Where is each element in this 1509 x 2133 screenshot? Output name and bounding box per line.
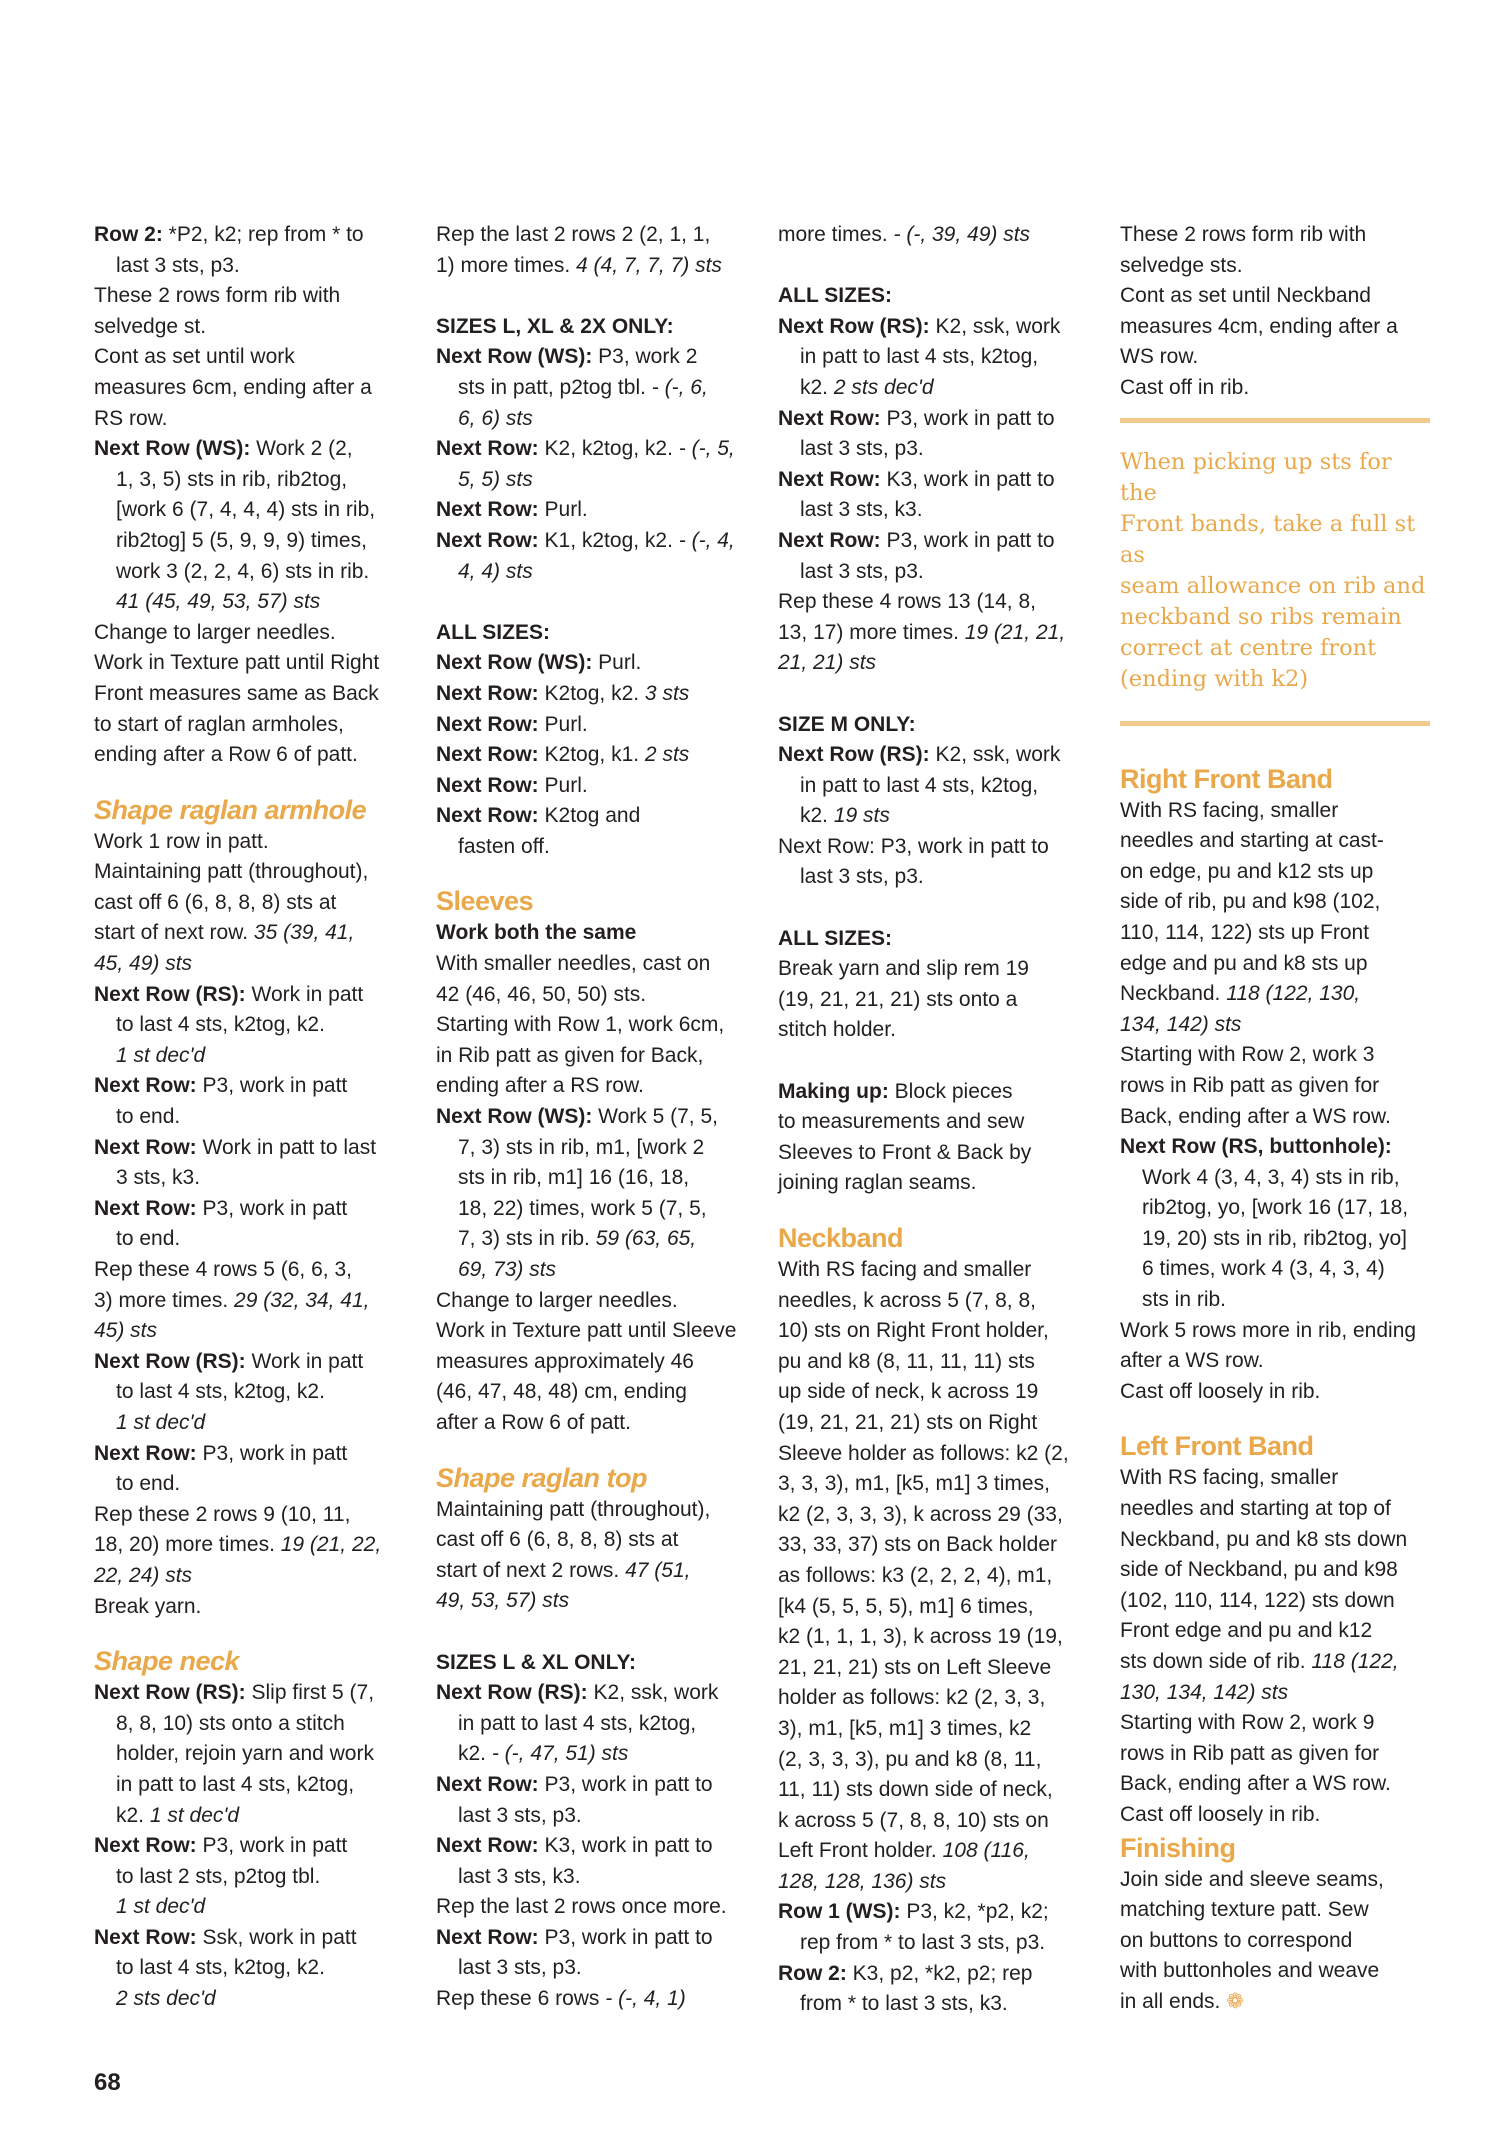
- page-number: 68: [94, 2069, 121, 2096]
- text-line: Next Row (WS): P3, work 2: [436, 345, 698, 369]
- text-line: Next Row: K2tog and: [436, 804, 641, 828]
- section-heading-shape-raglan-top: Shape raglan top: [436, 1462, 648, 1493]
- text-line: Row 2: *P2, k2; rep from * to: [94, 223, 364, 246]
- text-line: more times. - (-, 39, 49) sts: [778, 223, 1031, 246]
- text-line: Next Row: Work in patt to last: [94, 1135, 377, 1159]
- text-line: Next Row: K2tog, k2. 3 sts: [436, 681, 690, 705]
- text-line: Neckband. 118 (122, 130,: [1120, 982, 1361, 1006]
- text-line: start of next 2 rows. 47 (51,: [436, 1558, 691, 1582]
- size-heading: SIZE M ONLY:: [778, 712, 916, 736]
- section-heading-finishing: Finishing: [1120, 1832, 1236, 1863]
- text-line: in all ends. ❁: [1120, 1989, 1244, 2013]
- text-line: Next Row (WS): Work 5 (7, 5,: [436, 1105, 718, 1129]
- text-line: Next Row: K3, work in patt to: [436, 1834, 713, 1858]
- size-heading: SIZES L & XL ONLY:: [436, 1650, 636, 1674]
- text-line: 18, 20) more times. 19 (21, 22,: [94, 1533, 382, 1557]
- text-line: 1) more times. 4 (4, 7, 7, 7) sts: [436, 253, 722, 277]
- text-line: Next Row: Ssk, work in patt: [94, 1925, 357, 1949]
- section-heading-right-front-band: Right Front Band: [1120, 763, 1333, 794]
- text-line: Next Row: P3, work in patt: [94, 1196, 348, 1220]
- text-line: Rep these 6 rows - (-, 4, 1): [436, 1987, 686, 2011]
- text-line: Next Row: K1, k2tog, k2. - (-, 4,: [436, 528, 735, 552]
- section-heading-neckband: Neckband: [778, 1223, 904, 1253]
- text-line: Left Front holder. 108 (116,: [778, 1839, 1030, 1863]
- text-line: 3) more times. 29 (32, 34, 41,: [94, 1288, 370, 1312]
- text-line: sts down side of rib. 118 (122,: [1120, 1650, 1399, 1673]
- text-line: Next Row: P3, work in patt to: [778, 406, 1055, 430]
- section-heading-sleeves: Sleeves: [436, 886, 534, 917]
- text-line: k2. 19 sts: [800, 804, 890, 828]
- section-heading-shape-raglan-armhole: Shape raglan armhole: [94, 794, 367, 825]
- text-line: Next Row (RS): K2, ssk, work: [778, 314, 1061, 338]
- flower-end-icon: ❁: [1226, 1989, 1244, 2013]
- text-line: Next Row (RS): Slip first 5 (7,: [94, 1681, 375, 1705]
- text-line: k2. 1 st dec'd: [116, 1803, 240, 1827]
- text-line: Next Row (RS): K2, ssk, work: [436, 1681, 719, 1705]
- text-line: Making up: Block pieces: [778, 1079, 1013, 1103]
- text-line: Next Row (RS): Work in patt: [94, 1349, 364, 1373]
- text-line: k2. - (-, 47, 51) sts: [458, 1742, 629, 1766]
- text-line: Next Row: K3, work in patt to: [778, 467, 1055, 491]
- text-line: sts in patt, p2tog tbl. - (-, 6,: [458, 375, 708, 399]
- column-2: Rep the last 2 rows 2 (2, 1, 1, 1) more times. 4 (4, 7, 7, 7) sts SIZES L, XL & 2X ONLY: Next Row (WS): P3, work 2 sts in patt, p2tog tbl. - (-, 6, 6, 6) sts Next Row: K2, k2tog, k2. - (-, 5, 5, 5) sts Next Row: Purl. Next Row: K1, k2tog, k2. - (-, 4, 4, 4) sts ALL SIZES: Next Row (WS): Purl. Next Row: K2tog, k2. 3 sts Next Row: Purl. Next Row: K2tog, k1. 2 sts Next Row: Purl. Next Row: K2tog and fasten off. Sleeves Work both the same With smaller needles, cast on 42 (46, 46, 50, 50) sts. Starting with Row 1, work 6cm, in Rib patt as given for Back, ending after a RS row. Next Row (WS): Work 5 (7, 5, 7, 3) sts in rib, m1, [work 2 sts in rib, m1] 16 (16, 18, 18, 22) times, work 5 (7, 5, 7, 3) sts in rib. 59 (63, 65, 69, 73) sts Change to larger needles. Work in Texture patt until Sleeve measures approximately 46 (46, 47, 48, 48) cm, ending after a Row 6 of patt. Shape raglan top Maintaining patt (throughout), cast off 6 (6, 8, 8, 8) sts at start of next 2 rows. 47 (51, 49, 53, 57) sts SIZES L & XL ONLY: Next Row (RS): K2, ssk, work in patt to last 4 sts, k2tog, k2. - (-, 47, 51) sts Next Row: P3, work in patt to last 3 sts, p3. Next Row: K3, work in patt to last 3 sts, k3. Rep the last 2 rows once more. Next Row: P3, work in patt to last 3 sts, p3. Rep these 6 rows - (-, 4, 1): [436, 220, 756, 2015]
- text-line: Next Row: P3, work in patt to: [778, 528, 1055, 552]
- subheading: Work both the same: [436, 921, 637, 945]
- column-1: Row 2: *P2, k2; rep from * to last 3 sts, p3. These 2 rows form rib with selvedge st. Cont as set until work measures 6cm, ending after a RS row. Next Row (WS): Work 2 (2, 1, 3, 5) sts in rib, rib2tog, [work 6 (7, 4, 4, 4) sts in rib, rib2tog] 5 (5, 9, 9, 9) times, work 3 (2, 2, 4, 6) sts in rib. 41 (45, 49, 53, 57) sts Change to larger needles. Work in Texture patt until Right Front measures same as Back to start of raglan armholes, ending after a Row 6 of patt. Shape raglan armhole Work 1 row in patt. Maintaining patt (throughout), cast off 6 (6, 8, 8, 8) sts at start of next row. 35 (39, 41, 45, 49) sts Next Row (RS): Work in patt to last 4 sts, k2tog, k2. 1 st dec'd Next Row: P3, work in patt to end. Next Row: Work in patt to last 3 sts, k3. Next Row: P3, work in patt to end. Rep these 4 rows 5 (6, 6, 3, 3) more times. 29 (32, 34, 41, 45) sts Next Row (RS): Work in patt to last 4 sts, k2tog, k2. 1 st dec'd Next Row: P3, work in patt to end. Rep these 2 rows 9 (10, 11, 18, 20) more times. 19 (21, 22, 22, 24) sts Break yarn. Shape neck Next Row (RS): Slip first 5 (7, 8, 8, 10) sts onto a stitch holder, rejoin yarn and work in patt to last 4 sts, k2tog, k2. 1 st dec'd Next Row: P3, work in patt to last 2 sts, p2tog tbl. 1 st dec'd Next Row: Ssk, work in patt to last 4 sts, k2tog, k2. 2 sts dec'd: [94, 220, 414, 2015]
- text-line: Next Row: K2, k2tog, k2. - (-, 5,: [436, 437, 735, 461]
- size-heading: ALL SIZES:: [778, 926, 892, 950]
- text-line: start of next row. 35 (39, 41,: [94, 921, 355, 945]
- text-line: Next Row: P3, work in patt to: [436, 1925, 713, 1949]
- text-line: Next Row: P3, work in patt: [94, 1441, 348, 1465]
- column-3: more times. - (-, 39, 49) sts ALL SIZES: Next Row (RS): K2, ssk, work in patt to last 4 sts, k2tog, k2. 2 sts dec'd Next Row: P3, work in patt to last 3 sts, p3. Next Row: K3, work in patt to last 3 sts, k3. Next Row: P3, work in patt to last 3 sts, p3. Rep these 4 rows 13 (14, 8, 13, 17) more times. 19 (21, 21, 21, 21) sts SIZE M ONLY: Next Row (RS): K2, ssk, work in patt to last 4 sts, k2tog, k2. 19 sts Next Row: P3, work in patt to last 3 sts, p3. ALL SIZES: Break yarn and slip rem 19 (19, 21, 21, 21) sts onto a stitch holder. Making up: Block pieces to measurements and sew Sleeves to Front & Back by joining raglan seams. Neckband With RS facing and smaller needles, k across 5 (7, 8, 8, 10) sts on Right Front holder, pu and k8 (8, 11, 11, 11) sts up side of neck, k across 19 (19, 21, 21, 21) sts on Right Sleeve holder as follows: k2 (2, 3, 3, 3), m1, [k5, m1] 3 times, k2 (2, 3, 3, 3), k across 29 (33, 33, 33, 37) sts on Back holder as follows: k3 (2, 2, 2, 4), m1, [k4 (5, 5, 5, 5), m1] 6 times, k2 (1, 1, 1, 3), k across 19 (19, 21, 21, 21) sts on Left Sleeve holder as follows: k2 (2, 3, 3, 3), m1, [k5, m1] 3 times, k2 (2, 3, 3, 3), pu and k8 (8, 11, 11, 11) sts down side of neck, k across 5 (7, 8, 8, 10) sts on Left Front holder. 108 (116, 128, 128, 136) sts Row 1 (WS): P3, k2, *p2, k2; rep from * to last 3 sts, p3. Row 2: K3, p2, *k2, p2; rep from * to last 3 sts, k3.: [778, 220, 1098, 2020]
- text-line: Next Row: Purl.: [436, 498, 588, 522]
- text-line: Next Row: P3, work in patt: [94, 1074, 348, 1098]
- text-line: Next Row: P3, work in patt: [94, 1834, 348, 1858]
- size-heading: SIZES L, XL & 2X ONLY:: [436, 314, 674, 338]
- text-line: Row 2: K3, p2, *k2, p2; rep: [778, 1961, 1033, 1985]
- size-heading: ALL SIZES:: [778, 284, 892, 308]
- text-line: 13, 17) more times. 19 (21, 21,: [778, 620, 1066, 644]
- section-heading-shape-neck: Shape neck: [94, 1646, 240, 1677]
- column-4: These 2 rows form rib with selvedge sts. Cont as set until Neckband measures 4cm, ending after a WS row. Cast off in rib. When picking up sts for the Front bands, take a full st as seam allowance on rib and neckband so ribs remain correct at centre front (ending with k2) Right Front Band With RS facing, smaller needles and starting at cast- on edge, pu and k12 sts up side of rib, pu and k98 (102, 110, 114, 122) sts up Front edge and pu and k8 sts up Neckband. 118 (122, 130, 134, 142) sts Starting with Row 2, work 3 rows in Rib patt as given for Back, ending after a WS row. Next Row (RS, buttonhole): Work 4 (3, 4, 3, 4) sts in rib, rib2tog, yo, [work 16 (17, 18, 19, 20) sts in rib, rib2tog, yo] 6 times, work 4 (3, 4, 3, 4) sts in rib. Work 5 rows more in rib, ending after a WS row. Cast off loosely in rib. Left Front Band With RS facing, smaller needles and starting at top of Neckband, pu and k8 sts down side of Neckband, pu and k98 (102, 110, 114, 122) sts down Front edge and pu and k12 sts down side of rib. 118 (122, 130, 134, 142) sts Starting with Row 2, work 9 rows in Rib patt as given for Back, ending after a WS row. Cast off loosely in rib. Finishing Join side and sleeve seams, matching texture patt. Sew on buttons to correspond with buttonholes and weave in all ends. ❁: [1120, 220, 1430, 2018]
- text-line: Row 1 (WS): P3, k2, *p2, k2;: [778, 1900, 1049, 1924]
- size-heading: ALL SIZES:: [436, 620, 550, 644]
- text-line: Next Row: Purl.: [436, 773, 588, 797]
- text-line: Next Row: Purl.: [436, 712, 588, 736]
- text-line: Next Row: P3, work in patt to: [436, 1772, 713, 1796]
- text-line: k2. 2 sts dec'd: [800, 375, 934, 399]
- text-line: 7, 3) sts in rib. 59 (63, 65,: [458, 1227, 697, 1251]
- text-line: Next Row (WS): Work 2 (2,: [94, 437, 353, 461]
- section-heading-left-front-band: Left Front Band: [1120, 1431, 1314, 1462]
- text-line: Next Row: K2tog, k1. 2 sts: [436, 743, 690, 767]
- tip-callout: When picking up sts for the Front bands, take a full st as seam allowance on rib and neckband so ribs remain correct at centre front (ending with k2): [1120, 418, 1430, 726]
- text-line: Next Row (RS): K2, ssk, work: [778, 743, 1061, 767]
- text-line: Next Row (WS): Purl.: [436, 651, 642, 675]
- text-line: Next Row (RS): Work in patt: [94, 982, 364, 1006]
